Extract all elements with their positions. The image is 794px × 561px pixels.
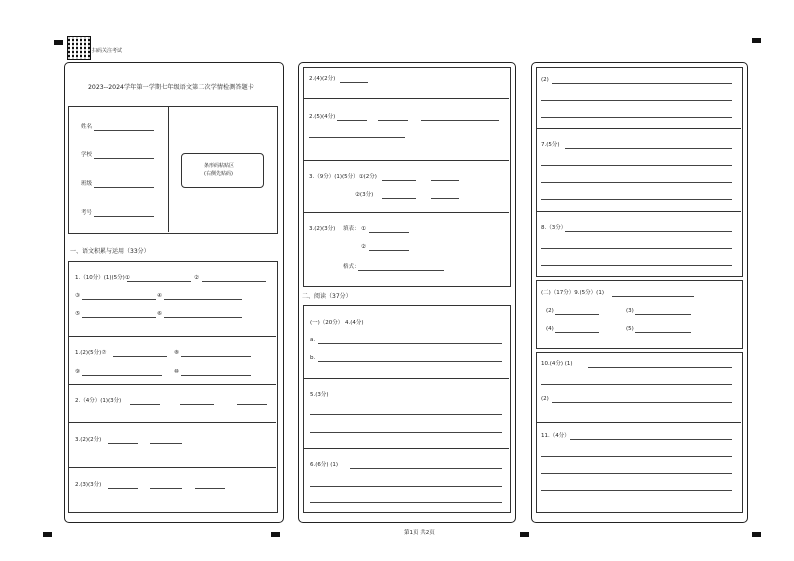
answer-line[interactable] [164, 317, 242, 318]
blank-marker: ② [361, 244, 366, 250]
blank-marker: ⑧ [174, 350, 179, 356]
answer-line[interactable] [340, 82, 368, 83]
answer-line[interactable] [82, 375, 162, 376]
answer-line[interactable] [588, 367, 732, 368]
answer-line[interactable] [612, 296, 694, 297]
blank-marker: ⑥ [157, 311, 162, 317]
page-title: 2023--2024学年第一学期七年级语文第二次学情检测答题卡 [88, 84, 254, 91]
registration-mark [752, 532, 761, 537]
answer-line[interactable] [127, 281, 191, 282]
answer-line[interactable] [108, 488, 138, 489]
blank-marker: ⑨ [75, 369, 80, 375]
answer-line[interactable] [337, 120, 367, 121]
answer-line[interactable] [195, 488, 225, 489]
name-field[interactable] [94, 130, 154, 131]
question-label: 2.(4)(2分) [309, 76, 336, 82]
section-heading: 二、阅读（37分） [302, 293, 352, 300]
answer-line[interactable] [358, 270, 444, 271]
question-label: (2) [541, 77, 549, 83]
registration-mark [43, 532, 52, 537]
answer-line[interactable] [310, 432, 502, 433]
exam-number-field[interactable] [94, 216, 154, 217]
question-label: 11.（4分） [541, 433, 570, 439]
answer-line[interactable] [541, 199, 732, 200]
answer-line[interactable] [541, 384, 732, 385]
blank-marker: ② [194, 275, 199, 281]
answer-line[interactable] [541, 182, 732, 183]
question-label: 2.（4分）(1)(3分) [75, 398, 122, 404]
answer-region-reading [303, 305, 511, 513]
qr-caption: 扫码关注考试 [92, 48, 123, 54]
answer-line[interactable] [635, 314, 691, 315]
registration-mark [54, 40, 63, 45]
blank-marker: a. [310, 337, 316, 343]
answer-line[interactable] [382, 180, 416, 181]
section-heading: 一、语文积累与运用（33分） [70, 248, 150, 255]
answer-line[interactable] [108, 443, 138, 444]
exam-number-label: 考号 [81, 210, 93, 216]
blank-marker: (4) [546, 326, 554, 332]
blank-marker: (5) [626, 326, 634, 332]
answer-line[interactable] [541, 248, 732, 249]
blank-marker: ⑩ [174, 369, 179, 375]
blank-marker: ① [361, 226, 366, 232]
answer-line[interactable] [369, 232, 409, 233]
answer-line[interactable] [552, 83, 732, 84]
blank-marker: (2) [541, 396, 549, 402]
question-label: 2.(5)(4分) [309, 114, 336, 120]
answer-line[interactable] [555, 314, 599, 315]
answer-line[interactable] [541, 100, 732, 101]
answer-line[interactable] [382, 198, 416, 199]
answer-line[interactable] [82, 299, 156, 300]
answer-line[interactable] [555, 332, 599, 333]
answer-line[interactable] [541, 117, 732, 118]
answer-line[interactable] [635, 332, 691, 333]
class-field[interactable] [94, 187, 154, 188]
answer-line[interactable] [318, 361, 502, 362]
question-label: 3.(2)(3分) [309, 226, 336, 232]
format-label: 格式： [343, 264, 360, 270]
answer-line[interactable] [181, 356, 251, 357]
answer-region-q7 [536, 67, 743, 277]
answer-line[interactable] [369, 250, 409, 251]
answer-line[interactable] [565, 231, 732, 232]
question-label: 7.(5分) [541, 142, 560, 148]
answer-line[interactable] [310, 486, 502, 487]
school-label: 学校 [81, 152, 93, 158]
answer-line[interactable] [431, 180, 459, 181]
question-label: (二)（17分）9.(5分）(1) [541, 290, 604, 296]
answer-line[interactable] [309, 137, 405, 138]
answer-line[interactable] [541, 473, 732, 474]
blank-marker: ③ [75, 293, 80, 299]
answer-line[interactable] [82, 317, 156, 318]
school-field[interactable] [94, 158, 154, 159]
question-label: 6.(6分) (1) [310, 462, 339, 468]
question-label: 1.(2)(5分)⑦ [75, 350, 107, 356]
answer-line[interactable] [421, 120, 499, 121]
answer-line[interactable] [310, 502, 502, 503]
question-label: 5.(3分) [310, 392, 329, 398]
answer-line[interactable] [150, 488, 182, 489]
answer-line[interactable] [570, 439, 732, 440]
qr-code-icon [68, 37, 90, 59]
registration-mark [271, 532, 280, 537]
question-label: 1.（10分）(1)(5分)① [75, 275, 130, 281]
blank-marker: b. [310, 355, 316, 361]
fill-label: 填表： [343, 226, 360, 232]
answer-line[interactable] [202, 281, 266, 282]
question-label: (一)（20分） 4.(4分) [310, 320, 364, 326]
answer-line[interactable] [378, 120, 408, 121]
answer-line[interactable] [350, 468, 502, 469]
answer-line[interactable] [541, 490, 732, 491]
answer-line[interactable] [318, 343, 502, 344]
answer-line[interactable] [113, 356, 167, 357]
barcode-sub: (右侧先贴码) [204, 171, 233, 177]
blank-marker: (3) [626, 308, 634, 314]
question-label: 10.(4分) (1) [541, 361, 573, 367]
answer-line[interactable] [541, 265, 732, 266]
blank-marker: ②(3分) [355, 192, 374, 198]
answer-line[interactable] [180, 404, 214, 405]
answer-line[interactable] [310, 414, 502, 415]
blank-marker: (2) [546, 308, 554, 314]
answer-line[interactable] [237, 404, 267, 405]
barcode-label: 条形码粘贴区 [204, 163, 235, 169]
registration-mark [752, 38, 761, 43]
question-label: 2.(3)(3分) [75, 482, 102, 488]
page-number: 第1页 共2页 [404, 530, 435, 536]
question-label: 3.(2)(2分) [75, 437, 102, 443]
answer-line[interactable] [130, 404, 160, 405]
blank-marker: ④ [157, 293, 162, 299]
answer-line[interactable] [552, 402, 732, 403]
name-label: 姓名 [81, 124, 93, 130]
answer-line[interactable] [541, 456, 732, 457]
answer-line[interactable] [181, 375, 251, 376]
question-label: 3.（9分）(1)(5分）①(2分) [309, 174, 377, 180]
answer-line[interactable] [164, 299, 242, 300]
answer-line[interactable] [541, 165, 732, 166]
class-label: 班级 [81, 181, 93, 187]
registration-mark [520, 532, 529, 537]
blank-marker: ⑤ [75, 311, 80, 317]
answer-line[interactable] [150, 443, 182, 444]
answer-line[interactable] [431, 198, 459, 199]
question-label: 8.（3分） [541, 225, 567, 231]
answer-line[interactable] [565, 148, 732, 149]
